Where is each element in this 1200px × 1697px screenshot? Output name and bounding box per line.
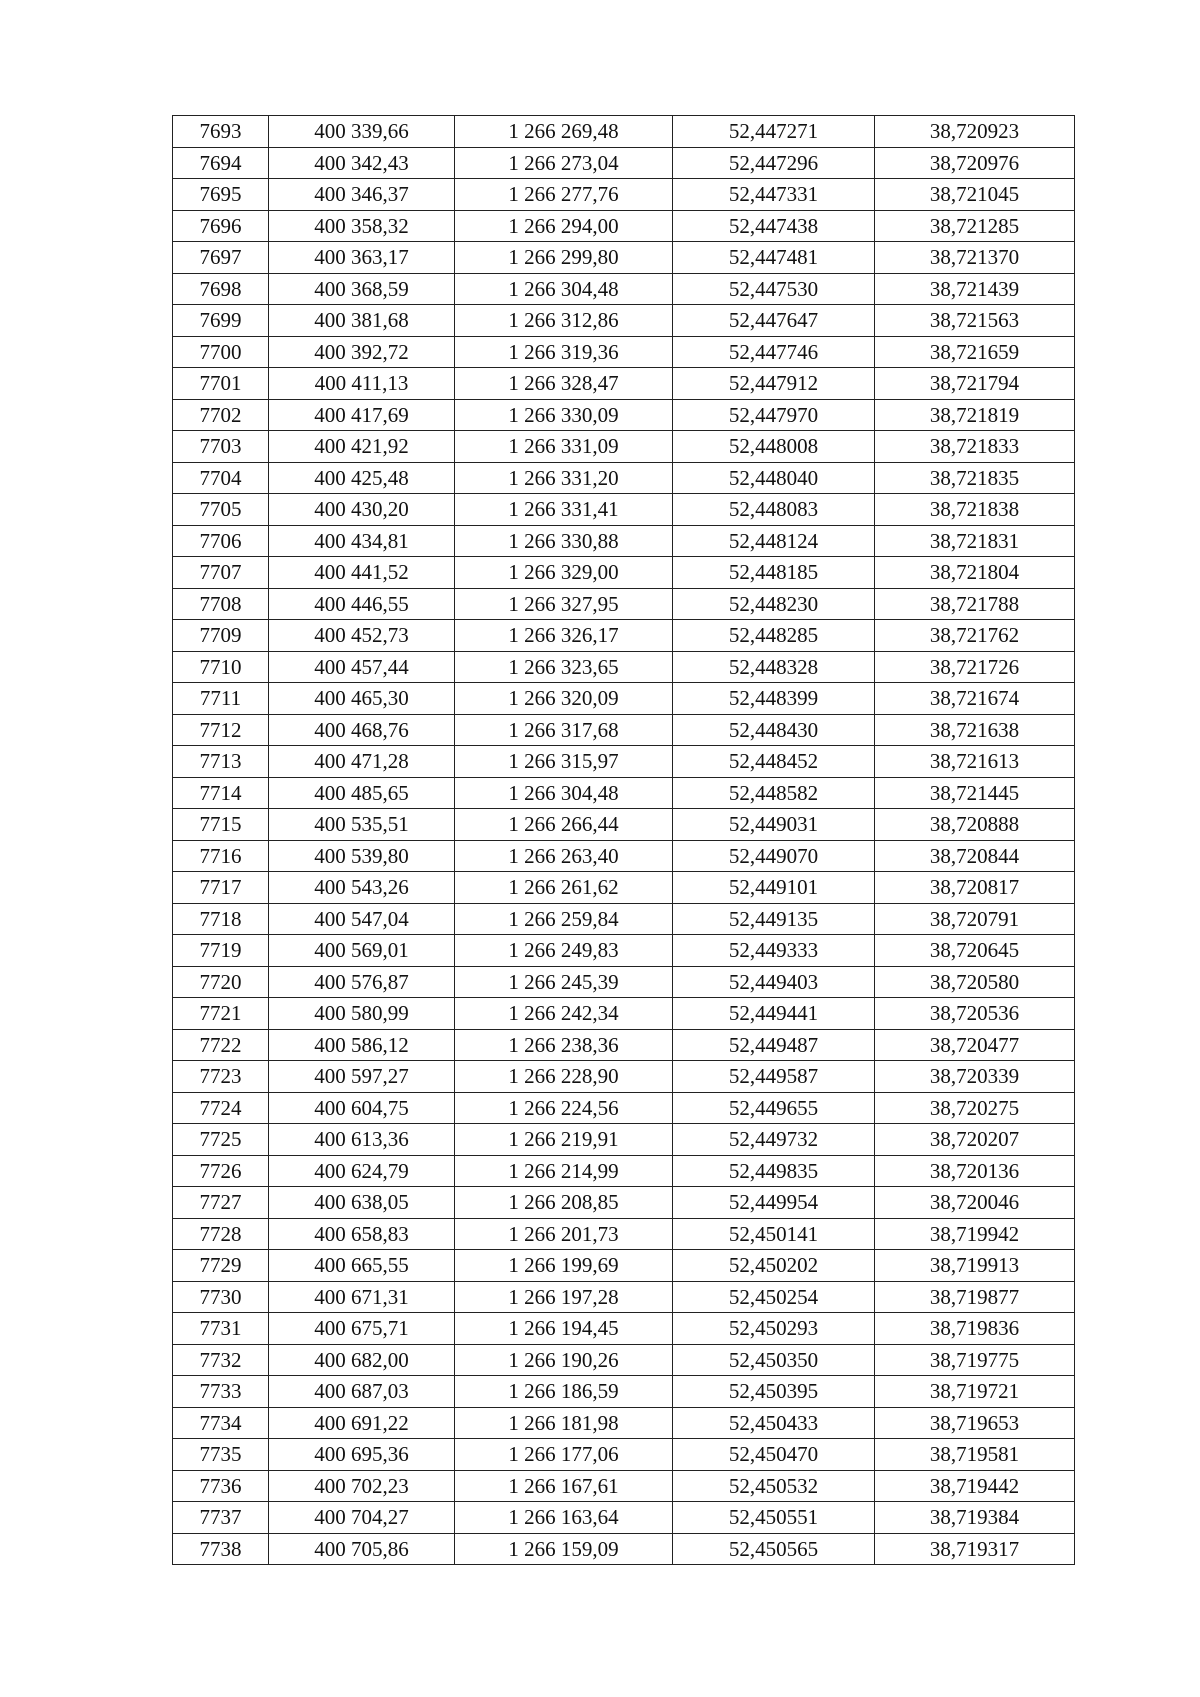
- latitude-cell: 52,447647: [673, 305, 875, 337]
- point-number-cell: 7696: [173, 210, 269, 242]
- y-coordinate-cell: 1 266 273,04: [455, 147, 673, 179]
- longitude-cell: 38,721788: [875, 588, 1075, 620]
- y-coordinate-cell: 1 266 261,62: [455, 872, 673, 904]
- longitude-cell: 38,721838: [875, 494, 1075, 526]
- point-number-cell: 7711: [173, 683, 269, 715]
- y-coordinate-cell: 1 266 190,26: [455, 1344, 673, 1376]
- x-coordinate-cell: 400 604,75: [269, 1092, 455, 1124]
- longitude-cell: 38,721833: [875, 431, 1075, 463]
- longitude-cell: 38,721726: [875, 651, 1075, 683]
- x-coordinate-cell: 400 569,01: [269, 935, 455, 967]
- latitude-cell: 52,448582: [673, 777, 875, 809]
- latitude-cell: 52,450141: [673, 1218, 875, 1250]
- y-coordinate-cell: 1 266 331,41: [455, 494, 673, 526]
- point-number-cell: 7713: [173, 746, 269, 778]
- x-coordinate-cell: 400 417,69: [269, 399, 455, 431]
- table-row: [173, 1218, 1075, 1250]
- longitude-cell: 38,720580: [875, 966, 1075, 998]
- x-coordinate-cell: 400 392,72: [269, 336, 455, 368]
- coordinates-table: [172, 115, 1075, 1565]
- point-number-cell: 7705: [173, 494, 269, 526]
- longitude-cell: 38,720136: [875, 1155, 1075, 1187]
- latitude-cell: 52,449655: [673, 1092, 875, 1124]
- longitude-cell: 38,721439: [875, 273, 1075, 305]
- x-coordinate-cell: 400 346,37: [269, 179, 455, 211]
- latitude-cell: 52,447296: [673, 147, 875, 179]
- table-row: [173, 336, 1075, 368]
- x-coordinate-cell: 400 452,73: [269, 620, 455, 652]
- table-row: [173, 462, 1075, 494]
- table-row: [173, 1502, 1075, 1534]
- point-number-cell: 7702: [173, 399, 269, 431]
- point-number-cell: 7698: [173, 273, 269, 305]
- table-row: [173, 620, 1075, 652]
- latitude-cell: 52,450254: [673, 1281, 875, 1313]
- x-coordinate-cell: 400 695,36: [269, 1439, 455, 1471]
- y-coordinate-cell: 1 266 197,28: [455, 1281, 673, 1313]
- longitude-cell: 38,720645: [875, 935, 1075, 967]
- point-number-cell: 7732: [173, 1344, 269, 1376]
- table-row: [173, 1092, 1075, 1124]
- longitude-cell: 38,719442: [875, 1470, 1075, 1502]
- point-number-cell: 7710: [173, 651, 269, 683]
- x-coordinate-cell: 400 682,00: [269, 1344, 455, 1376]
- longitude-cell: 38,720888: [875, 809, 1075, 841]
- point-number-cell: 7725: [173, 1124, 269, 1156]
- longitude-cell: 38,721794: [875, 368, 1075, 400]
- table-row: [173, 840, 1075, 872]
- latitude-cell: 52,449487: [673, 1029, 875, 1061]
- table-row: [173, 1344, 1075, 1376]
- table-row: [173, 431, 1075, 463]
- point-number-cell: 7723: [173, 1061, 269, 1093]
- latitude-cell: 52,448040: [673, 462, 875, 494]
- table-row: [173, 1376, 1075, 1408]
- point-number-cell: 7703: [173, 431, 269, 463]
- longitude-cell: 38,721674: [875, 683, 1075, 715]
- table-row: [173, 966, 1075, 998]
- longitude-cell: 38,721613: [875, 746, 1075, 778]
- y-coordinate-cell: 1 266 304,48: [455, 273, 673, 305]
- x-coordinate-cell: 400 430,20: [269, 494, 455, 526]
- table-row: [173, 147, 1075, 179]
- table-row: [173, 714, 1075, 746]
- table-row: [173, 557, 1075, 589]
- y-coordinate-cell: 1 266 277,76: [455, 179, 673, 211]
- point-number-cell: 7695: [173, 179, 269, 211]
- latitude-cell: 52,450470: [673, 1439, 875, 1471]
- x-coordinate-cell: 400 658,83: [269, 1218, 455, 1250]
- x-coordinate-cell: 400 368,59: [269, 273, 455, 305]
- table-row: [173, 242, 1075, 274]
- table-row: [173, 179, 1075, 211]
- x-coordinate-cell: 400 411,13: [269, 368, 455, 400]
- latitude-cell: 52,449587: [673, 1061, 875, 1093]
- longitude-cell: 38,719942: [875, 1218, 1075, 1250]
- x-coordinate-cell: 400 702,23: [269, 1470, 455, 1502]
- longitude-cell: 38,719775: [875, 1344, 1075, 1376]
- x-coordinate-cell: 400 342,43: [269, 147, 455, 179]
- point-number-cell: 7706: [173, 525, 269, 557]
- table-row: [173, 1533, 1075, 1565]
- x-coordinate-cell: 400 671,31: [269, 1281, 455, 1313]
- y-coordinate-cell: 1 266 201,73: [455, 1218, 673, 1250]
- point-number-cell: 7707: [173, 557, 269, 589]
- y-coordinate-cell: 1 266 304,48: [455, 777, 673, 809]
- longitude-cell: 38,721819: [875, 399, 1075, 431]
- latitude-cell: 52,449333: [673, 935, 875, 967]
- x-coordinate-cell: 400 624,79: [269, 1155, 455, 1187]
- longitude-cell: 38,720976: [875, 147, 1075, 179]
- point-number-cell: 7730: [173, 1281, 269, 1313]
- latitude-cell: 52,449732: [673, 1124, 875, 1156]
- longitude-cell: 38,721659: [875, 336, 1075, 368]
- point-number-cell: 7694: [173, 147, 269, 179]
- latitude-cell: 52,448328: [673, 651, 875, 683]
- y-coordinate-cell: 1 266 177,06: [455, 1439, 673, 1471]
- table-row: [173, 903, 1075, 935]
- y-coordinate-cell: 1 266 242,34: [455, 998, 673, 1030]
- y-coordinate-cell: 1 266 167,61: [455, 1470, 673, 1502]
- x-coordinate-cell: 400 434,81: [269, 525, 455, 557]
- latitude-cell: 52,449835: [673, 1155, 875, 1187]
- point-number-cell: 7712: [173, 714, 269, 746]
- x-coordinate-cell: 400 691,22: [269, 1407, 455, 1439]
- x-coordinate-cell: 400 687,03: [269, 1376, 455, 1408]
- point-number-cell: 7708: [173, 588, 269, 620]
- point-number-cell: 7734: [173, 1407, 269, 1439]
- point-number-cell: 7704: [173, 462, 269, 494]
- latitude-cell: 52,449031: [673, 809, 875, 841]
- y-coordinate-cell: 1 266 249,83: [455, 935, 673, 967]
- point-number-cell: 7693: [173, 116, 269, 148]
- table-row: [173, 1187, 1075, 1219]
- table-row: [173, 651, 1075, 683]
- x-coordinate-cell: 400 543,26: [269, 872, 455, 904]
- y-coordinate-cell: 1 266 159,09: [455, 1533, 673, 1565]
- longitude-cell: 38,719653: [875, 1407, 1075, 1439]
- latitude-cell: 52,449101: [673, 872, 875, 904]
- x-coordinate-cell: 400 613,36: [269, 1124, 455, 1156]
- point-number-cell: 7715: [173, 809, 269, 841]
- latitude-cell: 52,447271: [673, 116, 875, 148]
- y-coordinate-cell: 1 266 319,36: [455, 336, 673, 368]
- latitude-cell: 52,450350: [673, 1344, 875, 1376]
- y-coordinate-cell: 1 266 266,44: [455, 809, 673, 841]
- point-number-cell: 7700: [173, 336, 269, 368]
- y-coordinate-cell: 1 266 327,95: [455, 588, 673, 620]
- table-row: [173, 998, 1075, 1030]
- y-coordinate-cell: 1 266 331,09: [455, 431, 673, 463]
- table-row: [173, 588, 1075, 620]
- longitude-cell: 38,720275: [875, 1092, 1075, 1124]
- latitude-cell: 52,450551: [673, 1502, 875, 1534]
- latitude-cell: 52,449954: [673, 1187, 875, 1219]
- table-row: [173, 809, 1075, 841]
- latitude-cell: 52,448285: [673, 620, 875, 652]
- y-coordinate-cell: 1 266 238,36: [455, 1029, 673, 1061]
- longitude-cell: 38,720536: [875, 998, 1075, 1030]
- table-row: [173, 116, 1075, 148]
- y-coordinate-cell: 1 266 163,64: [455, 1502, 673, 1534]
- x-coordinate-cell: 400 339,66: [269, 116, 455, 148]
- x-coordinate-cell: 400 665,55: [269, 1250, 455, 1282]
- y-coordinate-cell: 1 266 326,17: [455, 620, 673, 652]
- point-number-cell: 7737: [173, 1502, 269, 1534]
- x-coordinate-cell: 400 468,76: [269, 714, 455, 746]
- x-coordinate-cell: 400 586,12: [269, 1029, 455, 1061]
- latitude-cell: 52,447481: [673, 242, 875, 274]
- latitude-cell: 52,449070: [673, 840, 875, 872]
- table-row: [173, 777, 1075, 809]
- longitude-cell: 38,720791: [875, 903, 1075, 935]
- longitude-cell: 38,721370: [875, 242, 1075, 274]
- x-coordinate-cell: 400 446,55: [269, 588, 455, 620]
- table-row: [173, 494, 1075, 526]
- table-row: [173, 1281, 1075, 1313]
- longitude-cell: 38,720477: [875, 1029, 1075, 1061]
- x-coordinate-cell: 400 381,68: [269, 305, 455, 337]
- y-coordinate-cell: 1 266 312,86: [455, 305, 673, 337]
- table-row: [173, 1407, 1075, 1439]
- longitude-cell: 38,720339: [875, 1061, 1075, 1093]
- y-coordinate-cell: 1 266 294,00: [455, 210, 673, 242]
- point-number-cell: 7731: [173, 1313, 269, 1345]
- table-row: [173, 1124, 1075, 1156]
- point-number-cell: 7733: [173, 1376, 269, 1408]
- y-coordinate-cell: 1 266 224,56: [455, 1092, 673, 1124]
- table-row: [173, 872, 1075, 904]
- y-coordinate-cell: 1 266 323,65: [455, 651, 673, 683]
- y-coordinate-cell: 1 266 330,88: [455, 525, 673, 557]
- longitude-cell: 38,721045: [875, 179, 1075, 211]
- table-row: [173, 746, 1075, 778]
- longitude-cell: 38,721831: [875, 525, 1075, 557]
- point-number-cell: 7699: [173, 305, 269, 337]
- point-number-cell: 7727: [173, 1187, 269, 1219]
- y-coordinate-cell: 1 266 328,47: [455, 368, 673, 400]
- longitude-cell: 38,720923: [875, 116, 1075, 148]
- table-row: [173, 368, 1075, 400]
- x-coordinate-cell: 400 580,99: [269, 998, 455, 1030]
- point-number-cell: 7735: [173, 1439, 269, 1471]
- y-coordinate-cell: 1 266 219,91: [455, 1124, 673, 1156]
- y-coordinate-cell: 1 266 186,59: [455, 1376, 673, 1408]
- table-row: [173, 1313, 1075, 1345]
- point-number-cell: 7722: [173, 1029, 269, 1061]
- table-row: [173, 1061, 1075, 1093]
- latitude-cell: 52,449135: [673, 903, 875, 935]
- y-coordinate-cell: 1 266 317,68: [455, 714, 673, 746]
- table-row: [173, 935, 1075, 967]
- longitude-cell: 38,719721: [875, 1376, 1075, 1408]
- x-coordinate-cell: 400 485,65: [269, 777, 455, 809]
- point-number-cell: 7718: [173, 903, 269, 935]
- point-number-cell: 7720: [173, 966, 269, 998]
- table-row: [173, 1439, 1075, 1471]
- x-coordinate-cell: 400 705,86: [269, 1533, 455, 1565]
- point-number-cell: 7726: [173, 1155, 269, 1187]
- longitude-cell: 38,721563: [875, 305, 1075, 337]
- point-number-cell: 7738: [173, 1533, 269, 1565]
- point-number-cell: 7701: [173, 368, 269, 400]
- x-coordinate-cell: 400 441,52: [269, 557, 455, 589]
- latitude-cell: 52,449403: [673, 966, 875, 998]
- y-coordinate-cell: 1 266 208,85: [455, 1187, 673, 1219]
- point-number-cell: 7709: [173, 620, 269, 652]
- latitude-cell: 52,450202: [673, 1250, 875, 1282]
- y-coordinate-cell: 1 266 329,00: [455, 557, 673, 589]
- latitude-cell: 52,450565: [673, 1533, 875, 1565]
- latitude-cell: 52,448083: [673, 494, 875, 526]
- latitude-cell: 52,449441: [673, 998, 875, 1030]
- y-coordinate-cell: 1 266 315,97: [455, 746, 673, 778]
- y-coordinate-cell: 1 266 331,20: [455, 462, 673, 494]
- longitude-cell: 38,721445: [875, 777, 1075, 809]
- point-number-cell: 7728: [173, 1218, 269, 1250]
- latitude-cell: 52,450293: [673, 1313, 875, 1345]
- longitude-cell: 38,721285: [875, 210, 1075, 242]
- latitude-cell: 52,447438: [673, 210, 875, 242]
- point-number-cell: 7729: [173, 1250, 269, 1282]
- longitude-cell: 38,720844: [875, 840, 1075, 872]
- x-coordinate-cell: 400 457,44: [269, 651, 455, 683]
- longitude-cell: 38,719877: [875, 1281, 1075, 1313]
- y-coordinate-cell: 1 266 214,99: [455, 1155, 673, 1187]
- coordinates-table-body: [173, 116, 1075, 1565]
- y-coordinate-cell: 1 266 299,80: [455, 242, 673, 274]
- x-coordinate-cell: 400 421,92: [269, 431, 455, 463]
- x-coordinate-cell: 400 535,51: [269, 809, 455, 841]
- latitude-cell: 52,450433: [673, 1407, 875, 1439]
- x-coordinate-cell: 400 597,27: [269, 1061, 455, 1093]
- longitude-cell: 38,721835: [875, 462, 1075, 494]
- y-coordinate-cell: 1 266 259,84: [455, 903, 673, 935]
- x-coordinate-cell: 400 704,27: [269, 1502, 455, 1534]
- point-number-cell: 7721: [173, 998, 269, 1030]
- longitude-cell: 38,720046: [875, 1187, 1075, 1219]
- longitude-cell: 38,719317: [875, 1533, 1075, 1565]
- latitude-cell: 52,447746: [673, 336, 875, 368]
- latitude-cell: 52,447912: [673, 368, 875, 400]
- y-coordinate-cell: 1 266 199,69: [455, 1250, 673, 1282]
- table-row: [173, 305, 1075, 337]
- table-row: [173, 399, 1075, 431]
- point-number-cell: 7714: [173, 777, 269, 809]
- longitude-cell: 38,719913: [875, 1250, 1075, 1282]
- table-row: [173, 1470, 1075, 1502]
- longitude-cell: 38,719581: [875, 1439, 1075, 1471]
- x-coordinate-cell: 400 638,05: [269, 1187, 455, 1219]
- longitude-cell: 38,721804: [875, 557, 1075, 589]
- latitude-cell: 52,447530: [673, 273, 875, 305]
- latitude-cell: 52,448230: [673, 588, 875, 620]
- longitude-cell: 38,719384: [875, 1502, 1075, 1534]
- table-row: [173, 210, 1075, 242]
- table-row: [173, 1250, 1075, 1282]
- table-row: [173, 525, 1075, 557]
- longitude-cell: 38,720817: [875, 872, 1075, 904]
- y-coordinate-cell: 1 266 263,40: [455, 840, 673, 872]
- x-coordinate-cell: 400 363,17: [269, 242, 455, 274]
- latitude-cell: 52,450395: [673, 1376, 875, 1408]
- latitude-cell: 52,448399: [673, 683, 875, 715]
- y-coordinate-cell: 1 266 320,09: [455, 683, 673, 715]
- y-coordinate-cell: 1 266 194,45: [455, 1313, 673, 1345]
- x-coordinate-cell: 400 576,87: [269, 966, 455, 998]
- y-coordinate-cell: 1 266 181,98: [455, 1407, 673, 1439]
- table-row: [173, 1029, 1075, 1061]
- table-row: [173, 1155, 1075, 1187]
- x-coordinate-cell: 400 465,30: [269, 683, 455, 715]
- longitude-cell: 38,720207: [875, 1124, 1075, 1156]
- y-coordinate-cell: 1 266 269,48: [455, 116, 673, 148]
- y-coordinate-cell: 1 266 330,09: [455, 399, 673, 431]
- point-number-cell: 7717: [173, 872, 269, 904]
- point-number-cell: 7697: [173, 242, 269, 274]
- x-coordinate-cell: 400 358,32: [269, 210, 455, 242]
- latitude-cell: 52,448185: [673, 557, 875, 589]
- x-coordinate-cell: 400 547,04: [269, 903, 455, 935]
- latitude-cell: 52,450532: [673, 1470, 875, 1502]
- x-coordinate-cell: 400 539,80: [269, 840, 455, 872]
- latitude-cell: 52,447331: [673, 179, 875, 211]
- x-coordinate-cell: 400 425,48: [269, 462, 455, 494]
- point-number-cell: 7736: [173, 1470, 269, 1502]
- table-row: [173, 683, 1075, 715]
- point-number-cell: 7716: [173, 840, 269, 872]
- x-coordinate-cell: 400 471,28: [269, 746, 455, 778]
- latitude-cell: 52,448430: [673, 714, 875, 746]
- x-coordinate-cell: 400 675,71: [269, 1313, 455, 1345]
- latitude-cell: 52,447970: [673, 399, 875, 431]
- latitude-cell: 52,448452: [673, 746, 875, 778]
- y-coordinate-cell: 1 266 228,90: [455, 1061, 673, 1093]
- latitude-cell: 52,448124: [673, 525, 875, 557]
- point-number-cell: 7719: [173, 935, 269, 967]
- longitude-cell: 38,721762: [875, 620, 1075, 652]
- longitude-cell: 38,719836: [875, 1313, 1075, 1345]
- longitude-cell: 38,721638: [875, 714, 1075, 746]
- y-coordinate-cell: 1 266 245,39: [455, 966, 673, 998]
- latitude-cell: 52,448008: [673, 431, 875, 463]
- point-number-cell: 7724: [173, 1092, 269, 1124]
- table-row: [173, 273, 1075, 305]
